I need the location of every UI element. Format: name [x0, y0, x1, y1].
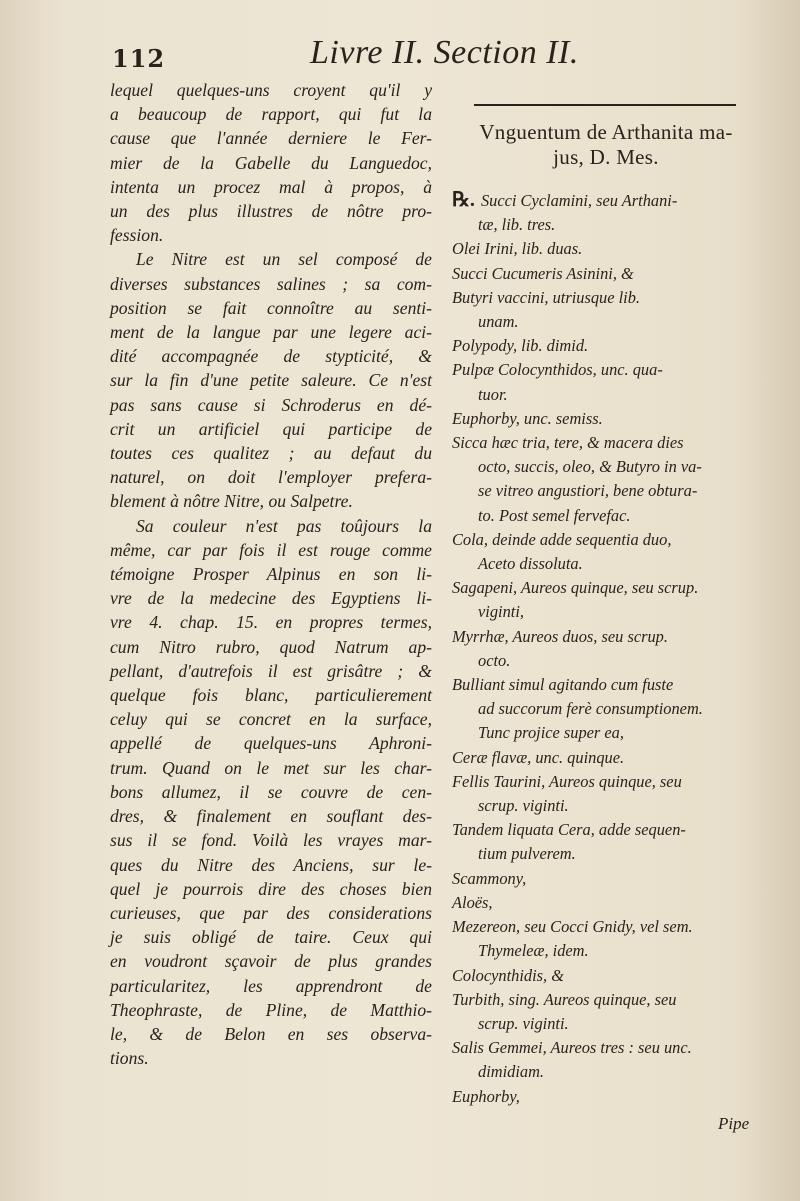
ingredient-line: Butyri vaccini, utriusque lib. — [452, 287, 641, 307]
text-line: vre 4. chap. 15. en propres termes, — [110, 612, 432, 633]
text-line: bons allumez, il se couvre de cen- — [110, 781, 432, 802]
text-line: en voudront sçavoir de plus grandes — [110, 951, 432, 972]
ingredient-line: tuor. — [478, 384, 508, 404]
ingredient-line: Succi Cucumeris Asinini, & — [452, 263, 634, 283]
ingredient-line: Euphorby, — [452, 1086, 520, 1106]
ingredient-line: Aceto dissoluta. — [478, 554, 583, 574]
text-line: dité accompagnée de stypticité, & — [110, 346, 432, 367]
text-line: un des plus illustres de nôtre pro- — [110, 201, 432, 222]
ingredient-line: Ceræ flavæ, unc. quinque. — [452, 747, 625, 767]
section-rule — [474, 104, 736, 106]
ingredient-line: tium pulverem. — [478, 844, 576, 864]
ingredient-line: Sagapeni, Aureos quinque, seu scrup. — [452, 578, 699, 598]
ingredient-line: Polypody, lib. dimid. — [452, 336, 589, 356]
ingredient-line: Scammony, — [452, 868, 527, 888]
text-line: le, & de Belon en ses observa- — [110, 1023, 432, 1044]
text-line: appellé de quelques-uns Aphroni- — [110, 733, 432, 754]
ingredient-line: Sicca hæc tria, tere, & macera dies — [452, 433, 684, 453]
ingredient-line: unam. — [478, 312, 519, 332]
text-line: fession. — [110, 225, 164, 246]
ingredient-line: Turbith, sing. Aureos quinque, seu — [452, 989, 677, 1009]
recipe-title — [452, 120, 760, 170]
text-line: je suis obligé de taire. Ceux qui — [110, 927, 432, 948]
text-line: position se fait connoître au senti- — [110, 297, 432, 318]
text-line: sur la fin d'une petite saleure. Ce n'est — [110, 370, 432, 391]
ingredient-line: dimidiam. — [478, 1062, 545, 1082]
ingredient-line: ad succorum ferè consumptionem. — [478, 699, 703, 719]
ingredient-line: se vitreo angustiori, bene obtura- — [478, 481, 698, 501]
ingredient-line: Aloës, — [452, 892, 493, 912]
text-line: Le Nitre est un sel composé de — [136, 249, 432, 270]
text-line: pellant, d'autrefois il est grisâtre ; & — [110, 660, 432, 681]
ingredient-line: Salis Gemmei, Aureos tres : seu unc. — [452, 1038, 692, 1058]
text-line: naturel, on doit l'employer prefera- — [110, 467, 432, 488]
page-number: 112 — [112, 44, 166, 73]
running-title: Livre II. Section II. — [310, 34, 579, 71]
right-column-recipe — [452, 104, 760, 1109]
recipe-title-line-1: Vnguentum de Arthanita ma- — [479, 120, 733, 144]
text-line: quel je pourrois dire des choses bien — [110, 878, 432, 899]
text-line: sus il se fond. Voilà les vrayes mar- — [110, 830, 432, 851]
text-line: même, car par fois il est rouge comme — [110, 539, 432, 560]
text-line: diverses substances salines ; sa com- — [110, 273, 432, 294]
text-line: lequel quelques-uns croyent qu'il y — [110, 80, 432, 100]
text-line: mier de la Gabelle du Languedoc, — [110, 152, 432, 173]
text-line: a beaucoup de rapport, qui fut la — [110, 104, 432, 125]
ingredient-line: tæ, lib. tres. — [478, 215, 556, 235]
ingredient-line: Euphorby, unc. semiss. — [452, 408, 603, 428]
recipe-title-line-2: jus, D. Mes. — [553, 145, 659, 169]
text-line: cum Nitro rubro, quod Natrum ap- — [110, 636, 432, 657]
ingredient-line: Cola, deinde adde sequentia duo, — [452, 529, 672, 549]
text-line: pas sans cause si Schroderus en dé- — [110, 394, 432, 415]
text-line: cause que l'année derniere le Fer- — [110, 128, 432, 149]
left-column-text — [110, 78, 432, 1070]
text-line: Theophraste, de Pline, de Matthio- — [110, 999, 432, 1020]
page-header — [0, 34, 800, 82]
text-line: dres, & finalement en souflant des- — [110, 806, 432, 827]
ingredient-line: scrup. viginti. — [478, 1013, 569, 1033]
text-line: ment de la langue par une legere aci- — [110, 322, 432, 343]
text-line: Sa couleur n'est pas toûjours la — [136, 515, 432, 536]
text-line: tions. — [110, 1048, 149, 1069]
ingredient-line: Myrrhæ, Aureos duos, seu scrup. — [452, 626, 668, 646]
text-line: curieuses, que par des considerations — [110, 902, 432, 923]
ingredient-line: octo, succis, oleo, & Butyro in va- — [478, 457, 702, 477]
text-line: toutes ces qualitez ; au defaut du — [110, 443, 432, 464]
text-line: trum. Quand on le met sur les char- — [110, 757, 432, 778]
text-line: crit un artificiel qui participe de — [110, 418, 432, 439]
text-line: celuy qui se concret en la surface, — [110, 709, 432, 730]
text-line: quelque fois blanc, particulierement — [110, 685, 432, 706]
text-line: témoigne Prosper Alpinus en son li- — [110, 564, 432, 585]
text-line: intenta un procez mal à propos, à — [110, 176, 432, 197]
ingredient-line: Fellis Taurini, Aureos quinque, seu — [452, 771, 682, 791]
catchword: Pipe — [718, 1114, 750, 1133]
ingredient-line: octo. — [478, 650, 511, 670]
ingredient-line: Pulpæ Colocynthidos, unc. qua- — [452, 360, 663, 380]
text-line: particularitez, les apprendront de — [110, 975, 432, 996]
text-line: vre de la medecine des Egyptiens li- — [110, 588, 432, 609]
ingredient-line: Bulliant simul agitando cum fuste — [452, 675, 674, 695]
ingredient-list — [452, 188, 760, 1109]
ingredient-line: Tandem liquata Cera, adde sequen- — [452, 820, 686, 840]
recipe-symbol-icon: ℞. — [452, 189, 475, 211]
ingredient-text: Succi Cyclamini, seu Arthani- — [480, 191, 678, 210]
ingredient-line: Olei Irini, lib. duas. — [452, 239, 583, 259]
ingredient-line: scrup. viginti. — [478, 796, 569, 816]
ingredient-line: Colocynthidis, & — [452, 965, 564, 985]
ingredient-line: viginti, — [478, 602, 524, 622]
ingredient-line: to. Post semel fervefac. — [478, 505, 631, 525]
ingredient-line — [452, 188, 760, 213]
ingredient-line: Mezereon, seu Cocci Gnidy, vel sem. — [452, 917, 693, 937]
ingredient-line: Tunc projice super ea, — [478, 723, 624, 743]
ingredient-line: Thymeleæ, idem. — [478, 941, 589, 961]
text-line: blement à nôtre Nitre, ou Salpetre. — [110, 491, 353, 512]
text-line: ques du Nitre des Anciens, sur le- — [110, 854, 432, 875]
